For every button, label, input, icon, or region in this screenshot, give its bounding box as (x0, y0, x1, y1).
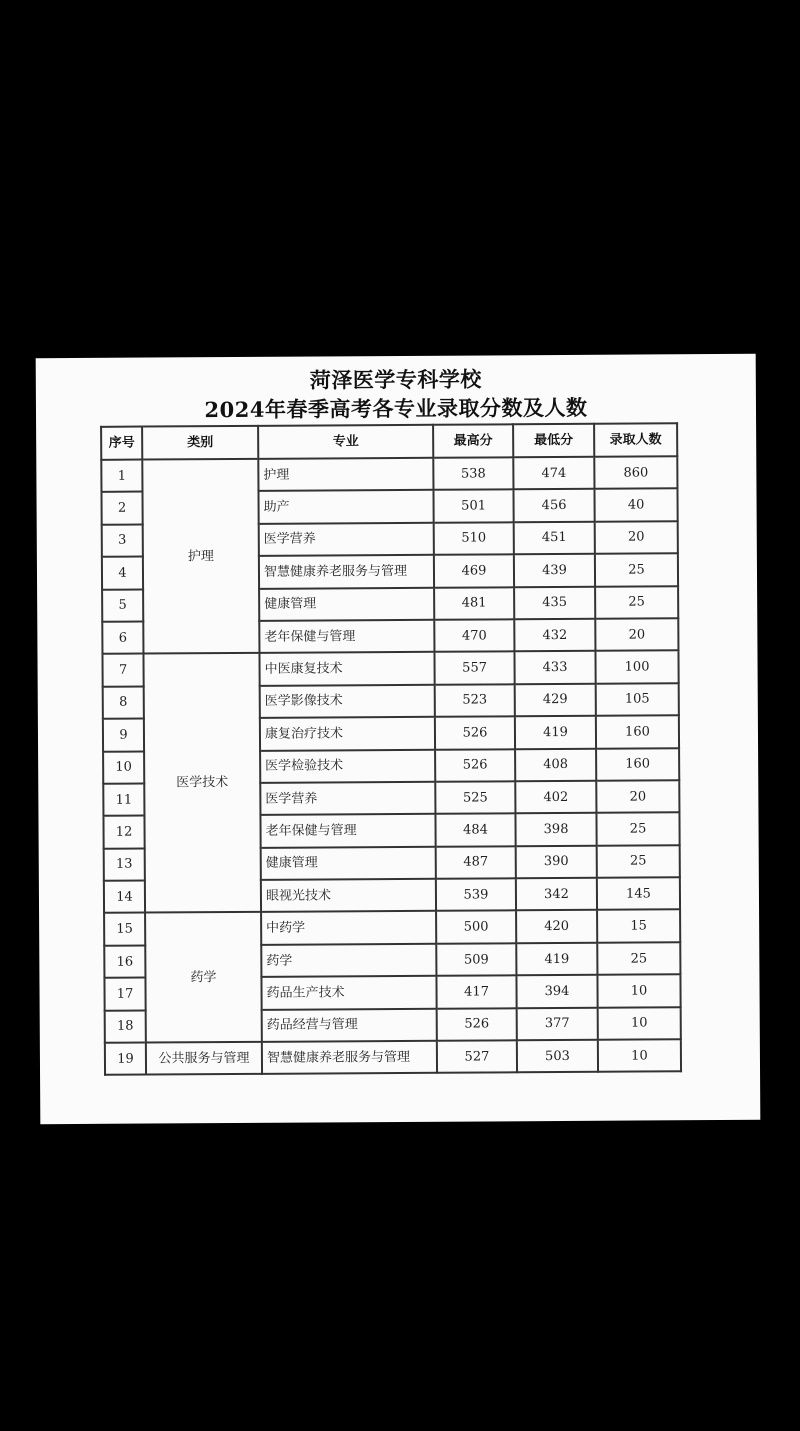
min-score: 474 (513, 457, 594, 490)
document-subtitle: 2024年春季高考各专业录取分数及人数 (204, 394, 588, 423)
max-score: 510 (434, 522, 514, 555)
max-score: 527 (437, 1040, 517, 1073)
admission-count: 145 (597, 877, 680, 910)
category-cell: 医学技术 (143, 653, 261, 913)
major-name: 医学检验技术 (260, 749, 435, 782)
max-score: 557 (434, 652, 514, 685)
document-sheet (36, 354, 761, 1124)
max-score: 526 (435, 749, 515, 782)
min-score: 429 (515, 684, 596, 717)
max-score: 487 (436, 846, 516, 879)
min-score: 503 (517, 1040, 598, 1073)
admission-count: 20 (595, 618, 678, 651)
row-number: 14 (104, 881, 145, 914)
header-major: 专业 (258, 425, 433, 459)
row-number: 7 (102, 654, 143, 687)
major-name: 助产 (258, 490, 433, 523)
max-score: 501 (433, 490, 513, 523)
max-score: 484 (435, 814, 515, 847)
admission-count: 25 (596, 813, 679, 846)
admission-count: 160 (596, 715, 679, 748)
min-score: 390 (516, 845, 597, 878)
row-number: 2 (101, 492, 142, 525)
category-cell: 护理 (142, 459, 259, 654)
row-number: 1 (101, 460, 142, 493)
major-name: 医学营养 (259, 523, 434, 556)
table-body (101, 456, 681, 1075)
row-number: 12 (103, 816, 144, 849)
max-score: 526 (435, 716, 515, 749)
row-number: 8 (103, 686, 144, 719)
max-score: 417 (436, 976, 516, 1009)
admission-count: 25 (595, 586, 678, 619)
header-admission-count: 录取人数 (594, 423, 677, 457)
row-number: 19 (105, 1043, 146, 1076)
row-number: 13 (104, 848, 145, 881)
major-name: 药学 (261, 944, 436, 977)
major-name: 健康管理 (259, 587, 434, 620)
major-name: 健康管理 (261, 846, 436, 879)
min-score: 433 (514, 651, 595, 684)
max-score: 523 (435, 684, 515, 717)
admission-count: 10 (598, 1007, 681, 1040)
major-name: 药品生产技术 (261, 976, 436, 1009)
admission-count: 40 (594, 489, 677, 522)
admission-count: 25 (597, 845, 680, 878)
major-name: 智慧健康养老服务与管理 (262, 1041, 437, 1074)
max-score: 539 (436, 878, 516, 911)
min-score: 394 (516, 975, 597, 1008)
min-score: 420 (516, 910, 597, 943)
min-score: 439 (514, 554, 595, 587)
admission-count: 10 (598, 1039, 681, 1072)
admission-count: 860 (594, 456, 677, 489)
min-score: 398 (515, 813, 596, 846)
header-max-score: 最高分 (433, 424, 513, 457)
max-score: 470 (434, 619, 514, 652)
row-number: 10 (103, 751, 144, 784)
row-number: 9 (103, 719, 144, 752)
table-row (104, 910, 680, 946)
max-score: 500 (436, 911, 516, 944)
admission-score-table (100, 422, 682, 1076)
admission-count: 105 (596, 683, 679, 716)
admission-count: 20 (595, 521, 678, 554)
header-no: 序号 (101, 427, 142, 460)
min-score: 419 (516, 943, 597, 976)
major-name: 中医康复技术 (259, 652, 434, 685)
min-score: 377 (517, 1007, 598, 1040)
max-score: 525 (435, 781, 515, 814)
min-score: 402 (515, 781, 596, 814)
min-score: 435 (514, 586, 595, 619)
max-score: 481 (434, 587, 514, 620)
major-name: 眼视光技术 (261, 879, 436, 912)
major-name: 医学营养 (260, 782, 435, 815)
row-number: 18 (105, 1010, 146, 1043)
major-name: 中药学 (261, 911, 436, 944)
major-name: 康复治疗技术 (260, 717, 435, 750)
row-number: 3 (102, 524, 143, 557)
min-score: 408 (515, 748, 596, 781)
major-name: 护理 (258, 458, 433, 491)
row-number: 16 (104, 945, 145, 978)
max-score: 526 (437, 1008, 517, 1041)
major-name: 医学影像技术 (260, 685, 435, 718)
header-min-score: 最低分 (513, 424, 594, 457)
category-cell: 药学 (145, 912, 262, 1042)
admission-count: 100 (595, 651, 678, 684)
table-row (102, 651, 678, 687)
school-name: 菏泽医学专科学校 (309, 366, 482, 393)
row-number: 15 (104, 913, 145, 946)
admission-count: 20 (596, 780, 679, 813)
major-name: 老年保健与管理 (260, 814, 435, 847)
min-score: 419 (515, 716, 596, 749)
min-score: 451 (514, 522, 595, 555)
category-cell: 公共服务与管理 (146, 1042, 262, 1075)
row-number: 5 (102, 589, 143, 622)
row-number: 11 (103, 783, 144, 816)
row-number: 17 (104, 978, 145, 1011)
header-category: 类别 (142, 426, 258, 460)
admission-count: 25 (595, 553, 678, 586)
major-name: 老年保健与管理 (259, 620, 434, 653)
min-score: 432 (514, 619, 595, 652)
row-number: 6 (102, 622, 143, 655)
admission-count: 15 (597, 910, 680, 943)
max-score: 538 (433, 457, 513, 490)
min-score: 456 (513, 489, 594, 522)
min-score: 342 (516, 878, 597, 911)
max-score: 509 (436, 943, 516, 976)
major-name: 智慧健康养老服务与管理 (259, 555, 434, 588)
max-score: 469 (434, 554, 514, 587)
admission-count: 160 (596, 748, 679, 781)
table-row (105, 1039, 681, 1075)
table-row (101, 456, 677, 492)
admission-count: 10 (597, 975, 680, 1008)
admission-count: 25 (597, 942, 680, 975)
major-name: 药品经营与管理 (262, 1008, 437, 1041)
table-header-row (101, 423, 677, 460)
row-number: 4 (102, 557, 143, 590)
